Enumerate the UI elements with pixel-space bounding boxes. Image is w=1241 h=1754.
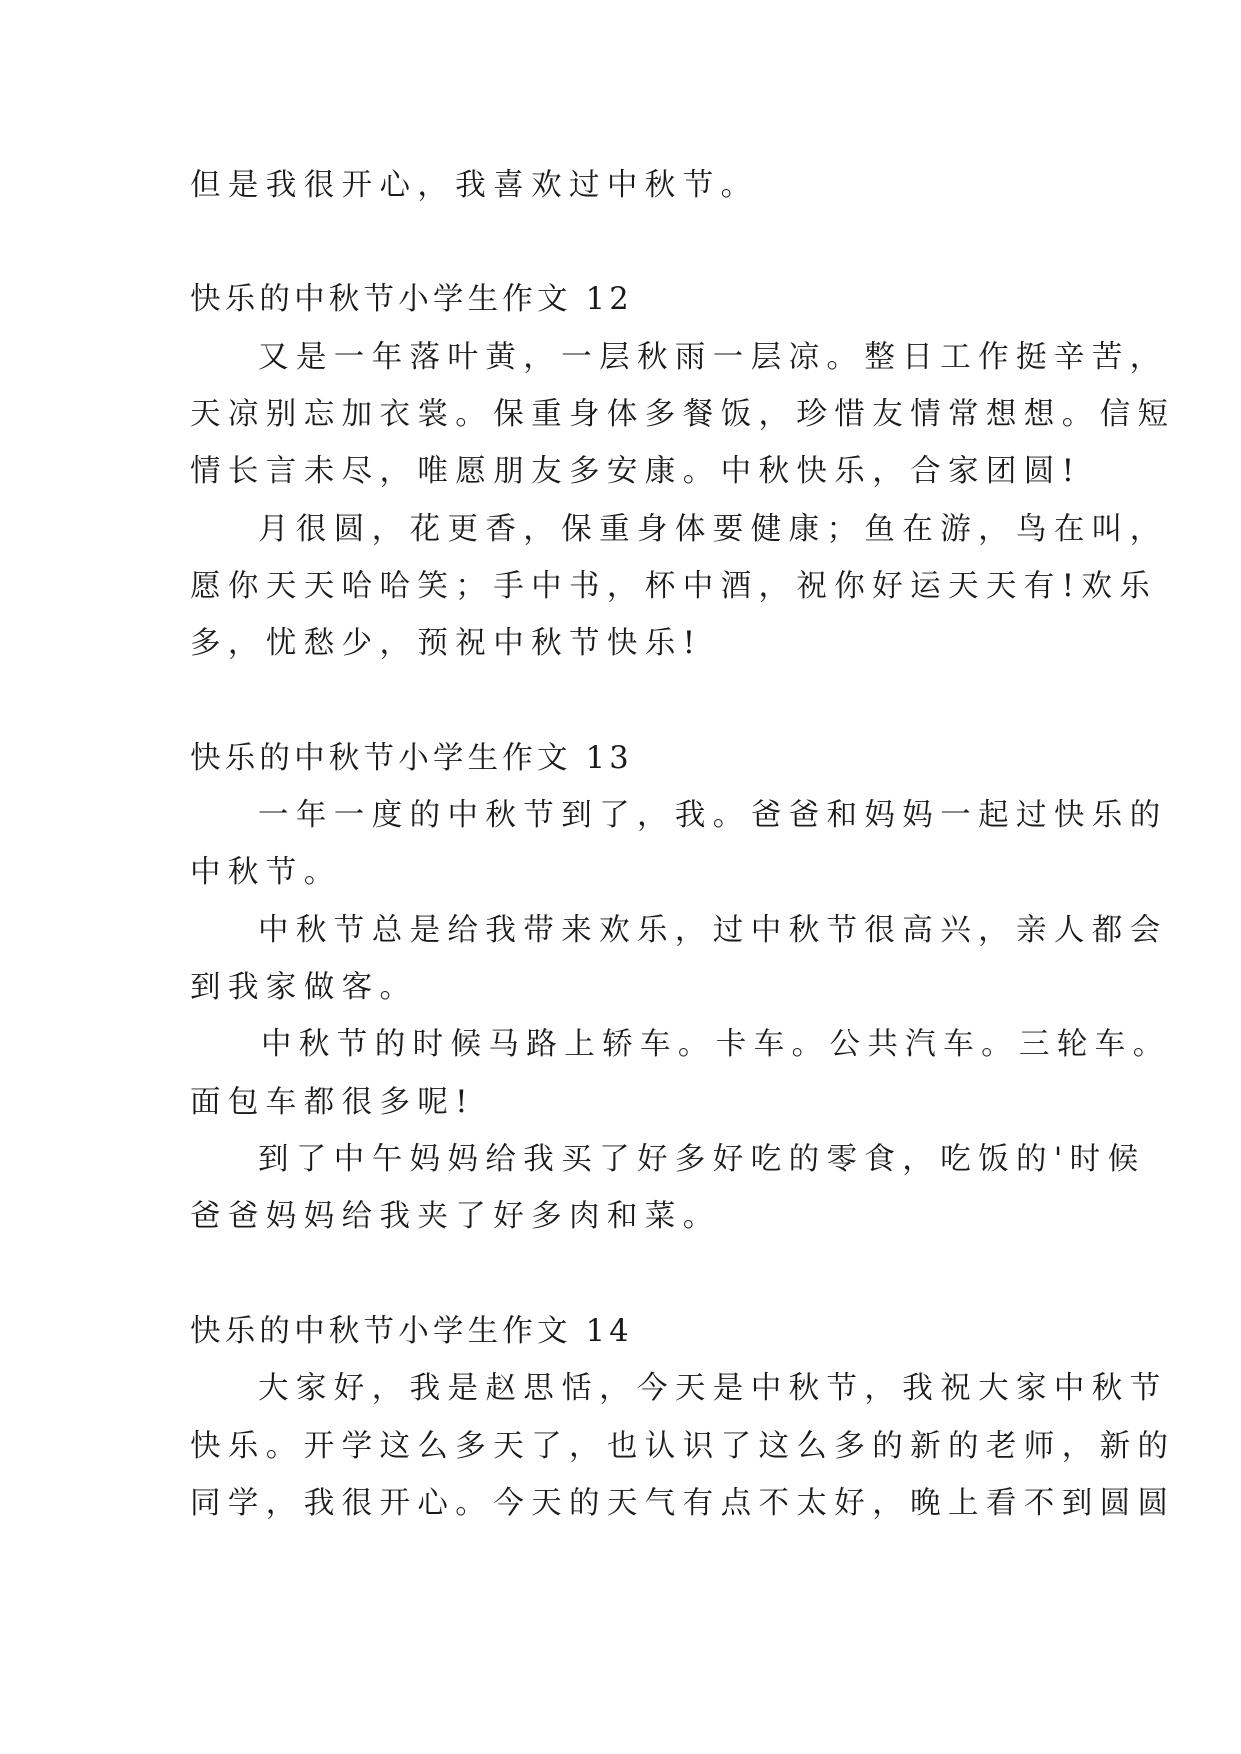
- section-heading-14: 快乐的中秋节小学生作文 14: [190, 1314, 633, 1349]
- section-heading-12: 快乐的中秋节小学生作文 12: [190, 282, 633, 317]
- paragraph-line: 中秋节的时候马路上轿车。卡车。公共汽车。三轮车。: [261, 1027, 1171, 1062]
- paragraph-line: 中秋节总是给我带来欢乐，过中秋节很高兴，亲人都会: [258, 913, 1168, 948]
- paragraph-line: 同学，我很开心。今天的天气有点不太好，晚上看不到圆圆: [190, 1486, 1176, 1521]
- paragraph-line: 到了中午妈妈给我买了好多好吃的零食，吃饭的'时候: [258, 1142, 1146, 1177]
- paragraph-line: 一年一度的中秋节到了，我。爸爸和妈妈一起过快乐的: [258, 798, 1168, 833]
- paragraph-line: 又是一年落叶黄，一层秋雨一层凉。整日工作挺辛苦，: [258, 340, 1168, 375]
- paragraph-line: 中秋节。: [190, 855, 342, 890]
- paragraph-line: 爸爸妈妈给我夹了好多肉和菜。: [190, 1199, 721, 1234]
- paragraph-line: 月很圆，花更香，保重身体要健康；鱼在游，鸟在叫，: [258, 512, 1168, 547]
- paragraph-line: 天凉别忘加衣裳。保重身体多餐饭，珍惜友情常想想。信短: [190, 397, 1176, 432]
- paragraph-line: 但是我很开心，我喜欢过中秋节。: [190, 168, 759, 203]
- paragraph-line: 多，忧愁少，预祝中秋节快乐!: [190, 626, 703, 661]
- paragraph-line: 面包车都很多呢!: [190, 1085, 475, 1120]
- paragraph-line: 大家好，我是赵思恬，今天是中秋节，我祝大家中秋节: [258, 1371, 1168, 1406]
- paragraph-line: 快乐。开学这么多天了，也认识了这么多的新的老师，新的: [190, 1429, 1176, 1464]
- section-heading-13: 快乐的中秋节小学生作文 13: [190, 741, 633, 776]
- paragraph-line: 到我家做客。: [190, 970, 418, 1005]
- paragraph-line: 情长言未尽，唯愿朋友多安康。中秋快乐，合家团圆!: [190, 454, 1082, 489]
- paragraph-line: 愿你天天哈哈笑；手中书，杯中酒，祝你好运天天有!欢乐: [190, 569, 1158, 604]
